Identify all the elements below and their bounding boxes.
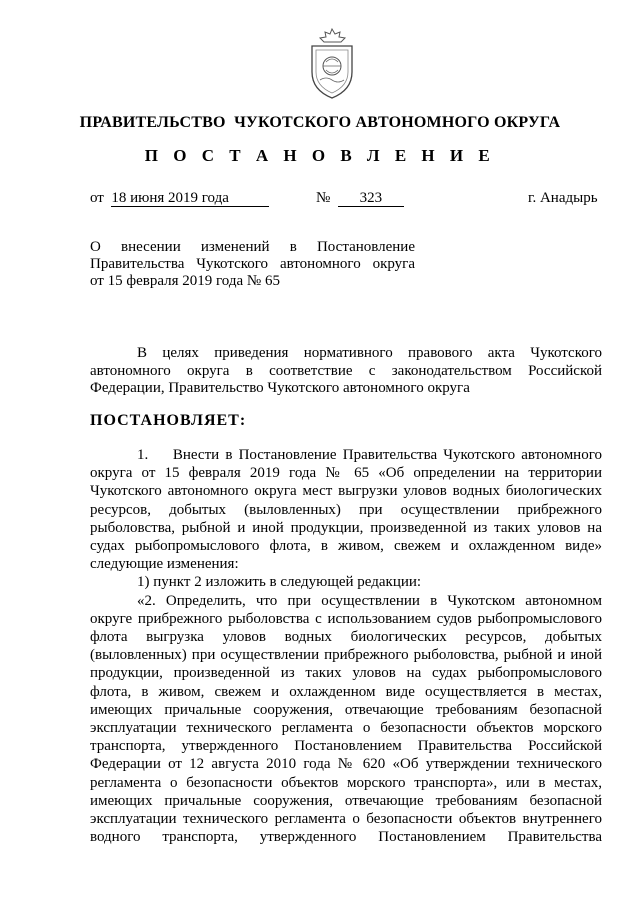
body-line: Федерации от 12 августа 2010 года № 620 «Об утверждении технического [90, 756, 602, 773]
body-line: водного транспорта, утвержденного Постановлением Правительства [90, 829, 602, 846]
coat-of-arms-emblem [304, 26, 360, 102]
body-line: продукции, произведенной из таких уловов на судах рыбопромыслового [90, 665, 602, 682]
body-line: флота выгрузка уловов водных биологических ресурсов, добытых [90, 629, 602, 646]
subject-line: О внесении изменений в Постановление [90, 239, 415, 255]
number-prefix: № [316, 190, 331, 206]
decree-number [316, 190, 404, 207]
preamble [90, 345, 602, 398]
preamble-line: автономного округа в соответствие с законодательством Российской [90, 362, 602, 379]
body-line: флота, в живом, свежем и охлажденном виде осуществляется в местах, [90, 683, 602, 700]
body-line: следующие изменения: [90, 556, 239, 573]
date-prefix: от [90, 190, 104, 206]
subject-line: Правительства Чукотского автономного округа [90, 256, 415, 272]
body-line: ресурсов, добытых (выловленных) при осуществлении прибрежного [90, 501, 602, 518]
body-line: округа от 15 февраля 2019 года № 65 «Об определении на территории [90, 465, 602, 482]
body-line: эксплуатации технического регламента о безопасности объектов внутреннего [90, 811, 602, 828]
body-line: эксплуатации технического регламента о безопасности объектов морского [90, 720, 602, 737]
body-line: 1) пункт 2 изложить в следующей редакции: [137, 574, 422, 591]
body-line: (выловленных) при осуществлении прибрежного рыболовства, рыбной и иной [90, 647, 602, 664]
body-line: судах рыбопромыслового флота, в живом, свежем и охлажденном виде» [90, 538, 602, 555]
body-line: округе прибрежного рыболовства с использованием судов рыбопромыслового [90, 610, 602, 627]
body-line: Чукотского автономного округа мест выгрузки уловов водных биологических [90, 483, 602, 500]
city: г. Анадырь [528, 190, 598, 206]
body-line: имеющих причальные сооружения, отвечающие требованиям безопасной [90, 701, 602, 718]
decree-body [90, 446, 602, 846]
decree-date [90, 190, 269, 207]
date-value: 18 июня 2019 года [111, 190, 269, 207]
document-type-title: П О С Т А Н О В Л Е Н И Е [144, 146, 496, 165]
preamble-line: Федерации, Правительство Чукотского автономного округа [90, 380, 470, 396]
number-value: 323 [338, 190, 404, 207]
resolves-heading: ПОСТАНОВЛЯЕТ: [90, 412, 247, 429]
body-line: регламента о безопасности объектов морского транспорта», или в местах, [90, 774, 602, 791]
preamble-line: В целях приведения нормативного правового акта Чукотского [137, 345, 602, 361]
body-line: «2. Определить, что при осуществлении в Чукотском автономном [137, 592, 602, 609]
body-line: имеющих причальные сооружения, отвечающие требованиям безопасной [90, 792, 602, 809]
body-line: 1. Внести в Постановление Правительства Чукотского автономного [137, 447, 602, 463]
subject-line: от 15 февраля 2019 года № 65 [90, 273, 280, 289]
body-line: рыболовства, рыбной и иной продукции, произведенной из таких уловов на [90, 519, 602, 536]
body-line: транспорта, утвержденного Постановлением Правительства Российской [90, 738, 602, 755]
government-title: ПРАВИТЕЛЬСТВО ЧУКОТСКОГО АВТОНОМНОГО ОКРУГА [79, 114, 561, 131]
decree-subject [90, 239, 415, 290]
